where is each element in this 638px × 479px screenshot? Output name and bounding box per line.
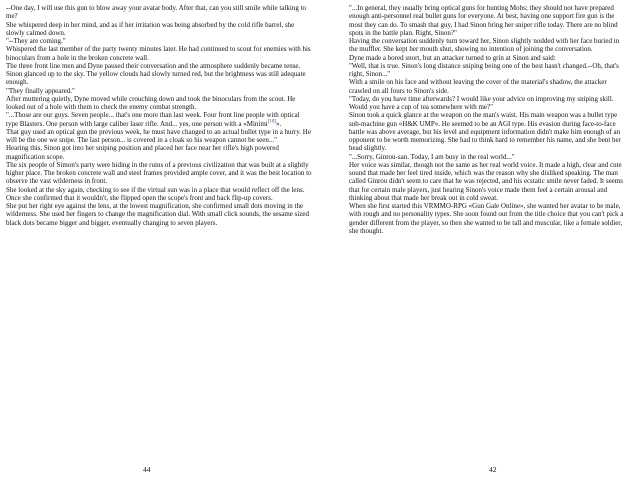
paragraph: The three front line men and Dyne paused their conversation and the atmosphere suddenly became tense. [6, 61, 301, 70]
paragraph: When she first started this VRMMO-RPG «Gun Gale Online», she wanted her avatar to be male, with rough and no personality types. She soon found out from the title choice that you can't pick a gender different from the player, so then she wanted to be tall and muscular, like a female soldier, she thought. [349, 202, 624, 235]
left-page-text [6, 4, 313, 227]
paragraph: Dyne made a bored snort, but an attacker turned to grin at Sinon and said: [349, 53, 556, 62]
paragraph: --One day, I will use this gun to blow away your avatar body. After that, can you still smile while talking to me? [6, 4, 307, 21]
page-number: 44 [143, 465, 151, 474]
paragraph: "They finally appeared." [6, 86, 75, 95]
page-number: 42 [489, 465, 497, 474]
paragraph: "Today, do you have time afterwards? I would like your advice on improving my sniping skill. Would you have a cup of tea somewhere with me?" [349, 94, 614, 111]
paragraph-with-footnote [6, 111, 313, 128]
paragraph: Whispered the last member of the party twenty minutes later. He had continued to scout for enemies with his binoculars from a hole in the broken concrete wall. [6, 45, 311, 62]
right-page-text [349, 4, 626, 235]
paragraph: "...In general, they usually bring optical guns for hunting Mobs; they should not have prepared enough anti-personnel real bullet guns for everyone. At best, having one support fire gun is the most they can do. To smash that guy, I had Sinon bring her sniper rifle today. There are no blind spots in the battle plan. Right, Sinon?" [349, 4, 618, 37]
paragraph: She put her right eye against the lens, at the lowest magnification, she confirmed small dots moving in the wilderness. She used her fingers to change the magnification dial. With small click sounds, the sesame sized black dots became bigger and bigger, eventually changing to seven players. [6, 202, 310, 227]
paragraph: "Well, that is true. Sinon's long distance sniping being one of the best hasn't changed.--Oh, that's right, Sinon..." [349, 61, 619, 78]
paragraph: After muttering quietly, Dyne moved while crouching down and took the binoculars from the scout. He looked out of a hole with them to check the enemy combat strength. [6, 94, 296, 111]
paragraph: She whispered deep in her mind, and as if her irritation was being absorbed by the cold rifle barrel, she slowly calmed down. [6, 20, 295, 37]
paragraph: She looked at the sky again, checking to see if the virtual sun was in a place that would reflect off the lens. Once she confirmed that it wouldn't, she flipped open the scope's front and back flip-up covers. [6, 185, 305, 202]
paragraph: "--They are coming." [6, 37, 66, 45]
paragraph-text: "...Those are our guys. Seven people... that's one more than last week. Four front line people with optical type Blasters. One person with large caliber laser rifle. And... yes, one person with a «Minimi [6, 111, 300, 128]
paragraph: Hearing this, Sinon got into her sniping position and placed her face near her rifle's high powered magnification scope. [6, 144, 279, 161]
paragraph: "...Sorry, Ginrou-san. Today, I am busy in the real world..." [349, 152, 515, 161]
paragraph: With a smile on his face and without leaving the cover of the material's shadow, the attacker crawled on all fours to Sinon's side. [349, 78, 607, 95]
paragraph: Sinon took a quick glance at the weapon on the man's waist. His main weapon was a bullet type sub-machine gun «H&K UMP». He seemed to be an AGI type. His evasion during face-to-face battle was above average, but his level and equipment information didn't make him enough of an opponent to be worth memorizing. She had to think hard to remember his name, and she bent her head slightly. [349, 111, 621, 153]
paragraph: That guy used an optical gun the previous week, he must have changed to an actual bullet type in a hurry. He will be the one we snipe. The last person... is covered in a cloak so his weapon cannot be seen..." [6, 127, 311, 144]
paragraph-text: ». [276, 119, 282, 128]
paragraph: Having the conversation suddenly turn toward her, Sinon slightly nodded with her face buried in the muffler. She kept her mouth shut, showing no intention of joining the conversation. [349, 37, 620, 54]
paragraph: The six people of Simon's party were hiding in the ruins of a previous civilization that was built at a slightly higher place. The broken concrete wall and steel frames provided ample cover, and it was the best location to observe the vast wilderness in front. [6, 160, 312, 186]
right-page [319, 0, 638, 479]
paragraph: Her voice was similar, though not the same as her real world voice. It made a high, clear and cute sound that made her feel tired inside, which was the reason why she disliked speaking. The man called Ginrou didn't seem to care that he was rejected, and his ecstatic smile never faded. It seems that for certain male players, just hearing Sinon's voice made them feel a certain arousal and thinking about that made her break out in cold sweat. [349, 160, 623, 202]
paragraph: Sinon glanced up to the sky. The yellow clouds had slowly turned red, but the brightness was still adequate enough. [6, 70, 306, 87]
footnote-link[interactable]: [10] [267, 119, 277, 125]
